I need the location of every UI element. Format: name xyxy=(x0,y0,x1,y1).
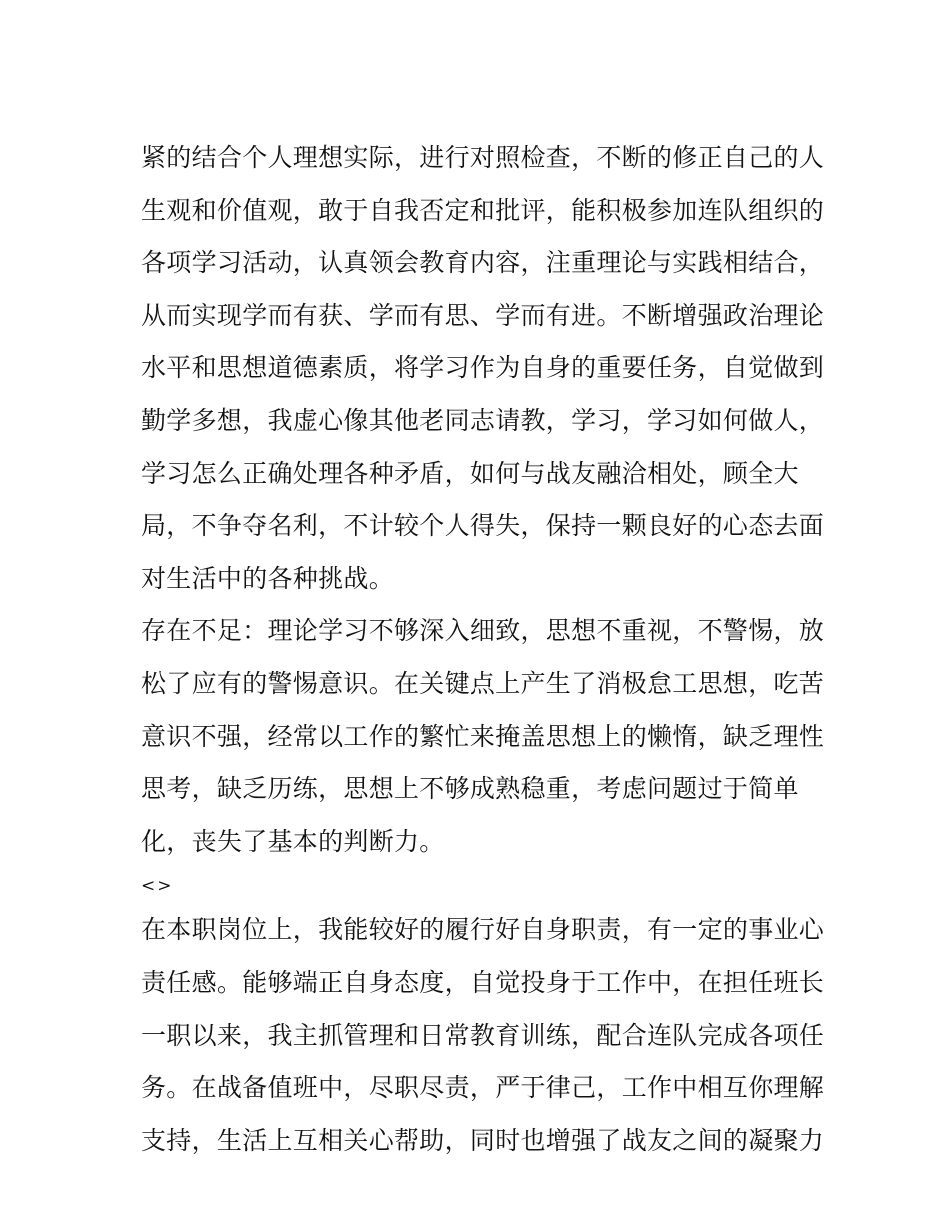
text-line: 从而实现学而有获、学而有思、学而有进。不断增强政治理论 xyxy=(141,300,825,330)
text-line: 各项学习活动，认真领会教育内容，注重理论与实践相结合， xyxy=(141,248,825,278)
paragraph-duty xyxy=(141,904,825,1167)
text-line: 水平和思想道德素质，将学习作为自身的重要任务，自觉做到 xyxy=(141,353,825,383)
text-line: 意识不强，经常以工作的繁忙来掩盖思想上的懒惰，缺乏理性 xyxy=(141,721,825,751)
paragraph-self-study xyxy=(141,132,825,605)
document-body xyxy=(141,132,825,1167)
text-line: 存在不足：理论学习不够深入细致，思想不重视，不警惕，放 xyxy=(141,616,825,646)
text-line: 务。在战备值班中，尽职尽责，严于律己，工作中相互你理解 xyxy=(141,1073,825,1103)
text-line: 生观和价值观，敢于自我否定和批评，能积极参加连队组织的 xyxy=(141,195,825,225)
text-line: 局，不争夺名利，不计较个人得失，保持一颗良好的心态去面 xyxy=(141,511,825,541)
text-line: 勤学多想，我虚心像其他老同志请教，学习，学习如何做人， xyxy=(141,405,825,435)
text-line: 松了应有的警惕意识。在关键点上产生了消极怠工思想，吃苦 xyxy=(141,668,825,698)
text-line: 对生活中的各种挑战。 xyxy=(141,563,395,593)
text-line: 思考，缺乏历练，思想上不够成熟稳重，考虑问题过于简单 xyxy=(141,774,799,804)
text-line: <> xyxy=(141,876,174,897)
paragraph-marker xyxy=(141,868,821,904)
text-line: 紧的结合个人理想实际，进行对照检查，不断的修正自己的人 xyxy=(141,143,825,172)
text-line: 一职以来，我主抓管理和日常教育训练，配合连队完成各项任 xyxy=(141,1020,825,1050)
text-line: 在本职岗位上，我能较好的履行好自身职责，有一定的事业心 xyxy=(141,915,825,945)
text-line: 责任感。能够端正自身态度，自觉投身于工作中，在担任班长 xyxy=(141,967,825,997)
text-line: 支持，生活上互相关心帮助，同时也增强了战友之间的凝聚力 xyxy=(141,1125,825,1155)
paragraph-shortcomings xyxy=(141,605,825,868)
text-line: 化，丧失了基本的判断力。 xyxy=(141,826,445,856)
text-line: 学习怎么正确处理各种矛盾，如何与战友融洽相处，顾全大 xyxy=(141,458,799,488)
